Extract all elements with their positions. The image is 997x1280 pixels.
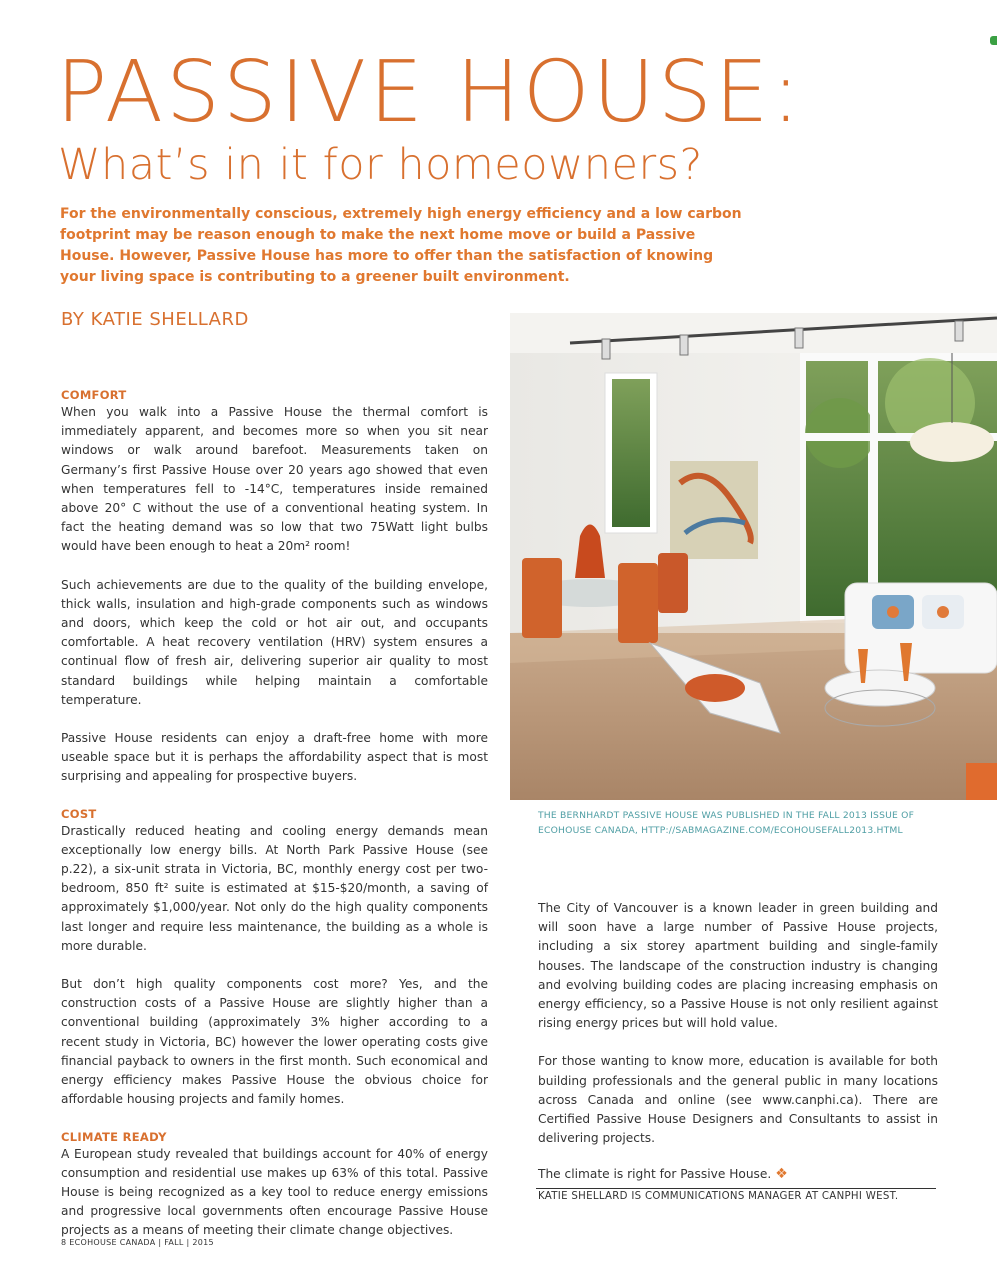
article-title: PASSIVE HOUSE: (56, 43, 804, 142)
paragraph: A European study revealed that buildings account for 40% of energy consumption and residential use makes up 63% of this total. Passive House is being recognized as a key tool to reduce energy emissions and progressive local governments often encourage Passive House projects as a means of meeting their climate change objectives. (61, 1146, 488, 1238)
paragraph: Drastically reduced heating and cooling energy demands mean exceptionally low energy bills. At North Park Passive House (see p.22), a six-unit strata in Victoria, BC, monthly energy cost per two-bedroom, 850 ft² suite is estimated at $15-$20/month, a saving of approximately $1,000/year. Not only do the high quality components last longer and require less maintenance, the building as a whole is more durable. (61, 823, 488, 953)
paragraph: Passive House residents can enjoy a draft-free home with more useable space but it is perhaps the affordability aspect that is most surprising and appealing for prospective buyers. (61, 731, 488, 784)
closing-line (538, 1166, 788, 1182)
left-column (61, 387, 488, 1260)
article-lead: For the environmentally conscious, extremely high energy efficiency and a low carbon footprint may be reason enough to make the next home move or build a Passive House. However, Passive House has more to offer than the satisfaction of knowing your living space is contributing to a greener built environment. (60, 206, 742, 285)
section-heading-climate-ready: CLIMATE READY (61, 1129, 167, 1144)
corner-tab-mark (990, 36, 997, 45)
byline: BY KATIE SHELLARD (61, 309, 249, 330)
paragraph: When you walk into a Passive House the thermal comfort is immediately apparent, and becomes more so when you sit near windows or walk around barefoot. Measurements taken on Germany’s first Passive House over 20 years ago showed that even when temperatures fell to -14°C, temperatures inside remained above 20° C without the use of a conventional heating system. In fact the heating demand was so low that two 75Watt light bulbs would have been enough to heat a 20m² room! (61, 405, 488, 554)
divider (536, 1188, 936, 1189)
right-column (538, 899, 938, 1167)
paragraph: Such achievements are due to the quality of the building envelope, thick walls, insulation and high-grade components such as windows and doors, which keep the cold or hot air out, and occupants comfortable. A heat recovery ventilation (HRV) system ensures a continual flow of fresh air, delivering superior air quality to most standard buildings while helping maintain a comfortable temperature. (61, 577, 488, 707)
end-mark-icon: ❖ (775, 1166, 788, 1182)
article-subtitle: What’s in it for homeowners? (58, 140, 703, 190)
photo-caption: THE BERNHARDT PASSIVE HOUSE WAS PUBLISHED IN THE FALL 2013 ISSUE OF ECOHOUSE CANADA, HTTP://SABMAGAZINE.COM/ECOHOUSEFALL2013.HTML (538, 810, 915, 836)
paragraph: But don’t high quality components cost more? Yes, and the construction costs of a Passive House are slightly higher than a conventional building (approximately 3% higher according to a recent study in Victoria, BC) however the lower operating costs give financial payback to owners in the first month. Such economical and energy efficiency makes Passive House the obvious choice for affordable housing projects and family homes. (61, 977, 488, 1107)
paragraph: The City of Vancouver is a known leader in green building and will soon have a large number of Passive House projects, including a six storey apartment building and single-family houses. The landscape of the construction industry is changing and evolving building codes are placing increasing emphasis on energy efficiency, so a Passive House is not only resilient against rising energy prices but will hold value. (538, 901, 938, 1031)
author-bio: KATIE SHELLARD IS COMMUNICATIONS MANAGER AT CANPHI WEST. (538, 1191, 899, 1202)
section-heading-cost: COST (61, 806, 97, 821)
section-heading-comfort: COMFORT (61, 388, 127, 402)
paragraph: For those wanting to know more, education is available for both building professionals and the general public in many locations across Canada and online (see www.canphi.ca). There are Certified Passive House Designers and Consultants to assist in delivering projects. (538, 1054, 938, 1146)
interior-photo (510, 313, 997, 800)
page-footer: 8 ECOHOUSE CANADA | FALL | 2015 (61, 1238, 214, 1247)
closing-text: The climate is right for Passive House. (538, 1167, 772, 1181)
